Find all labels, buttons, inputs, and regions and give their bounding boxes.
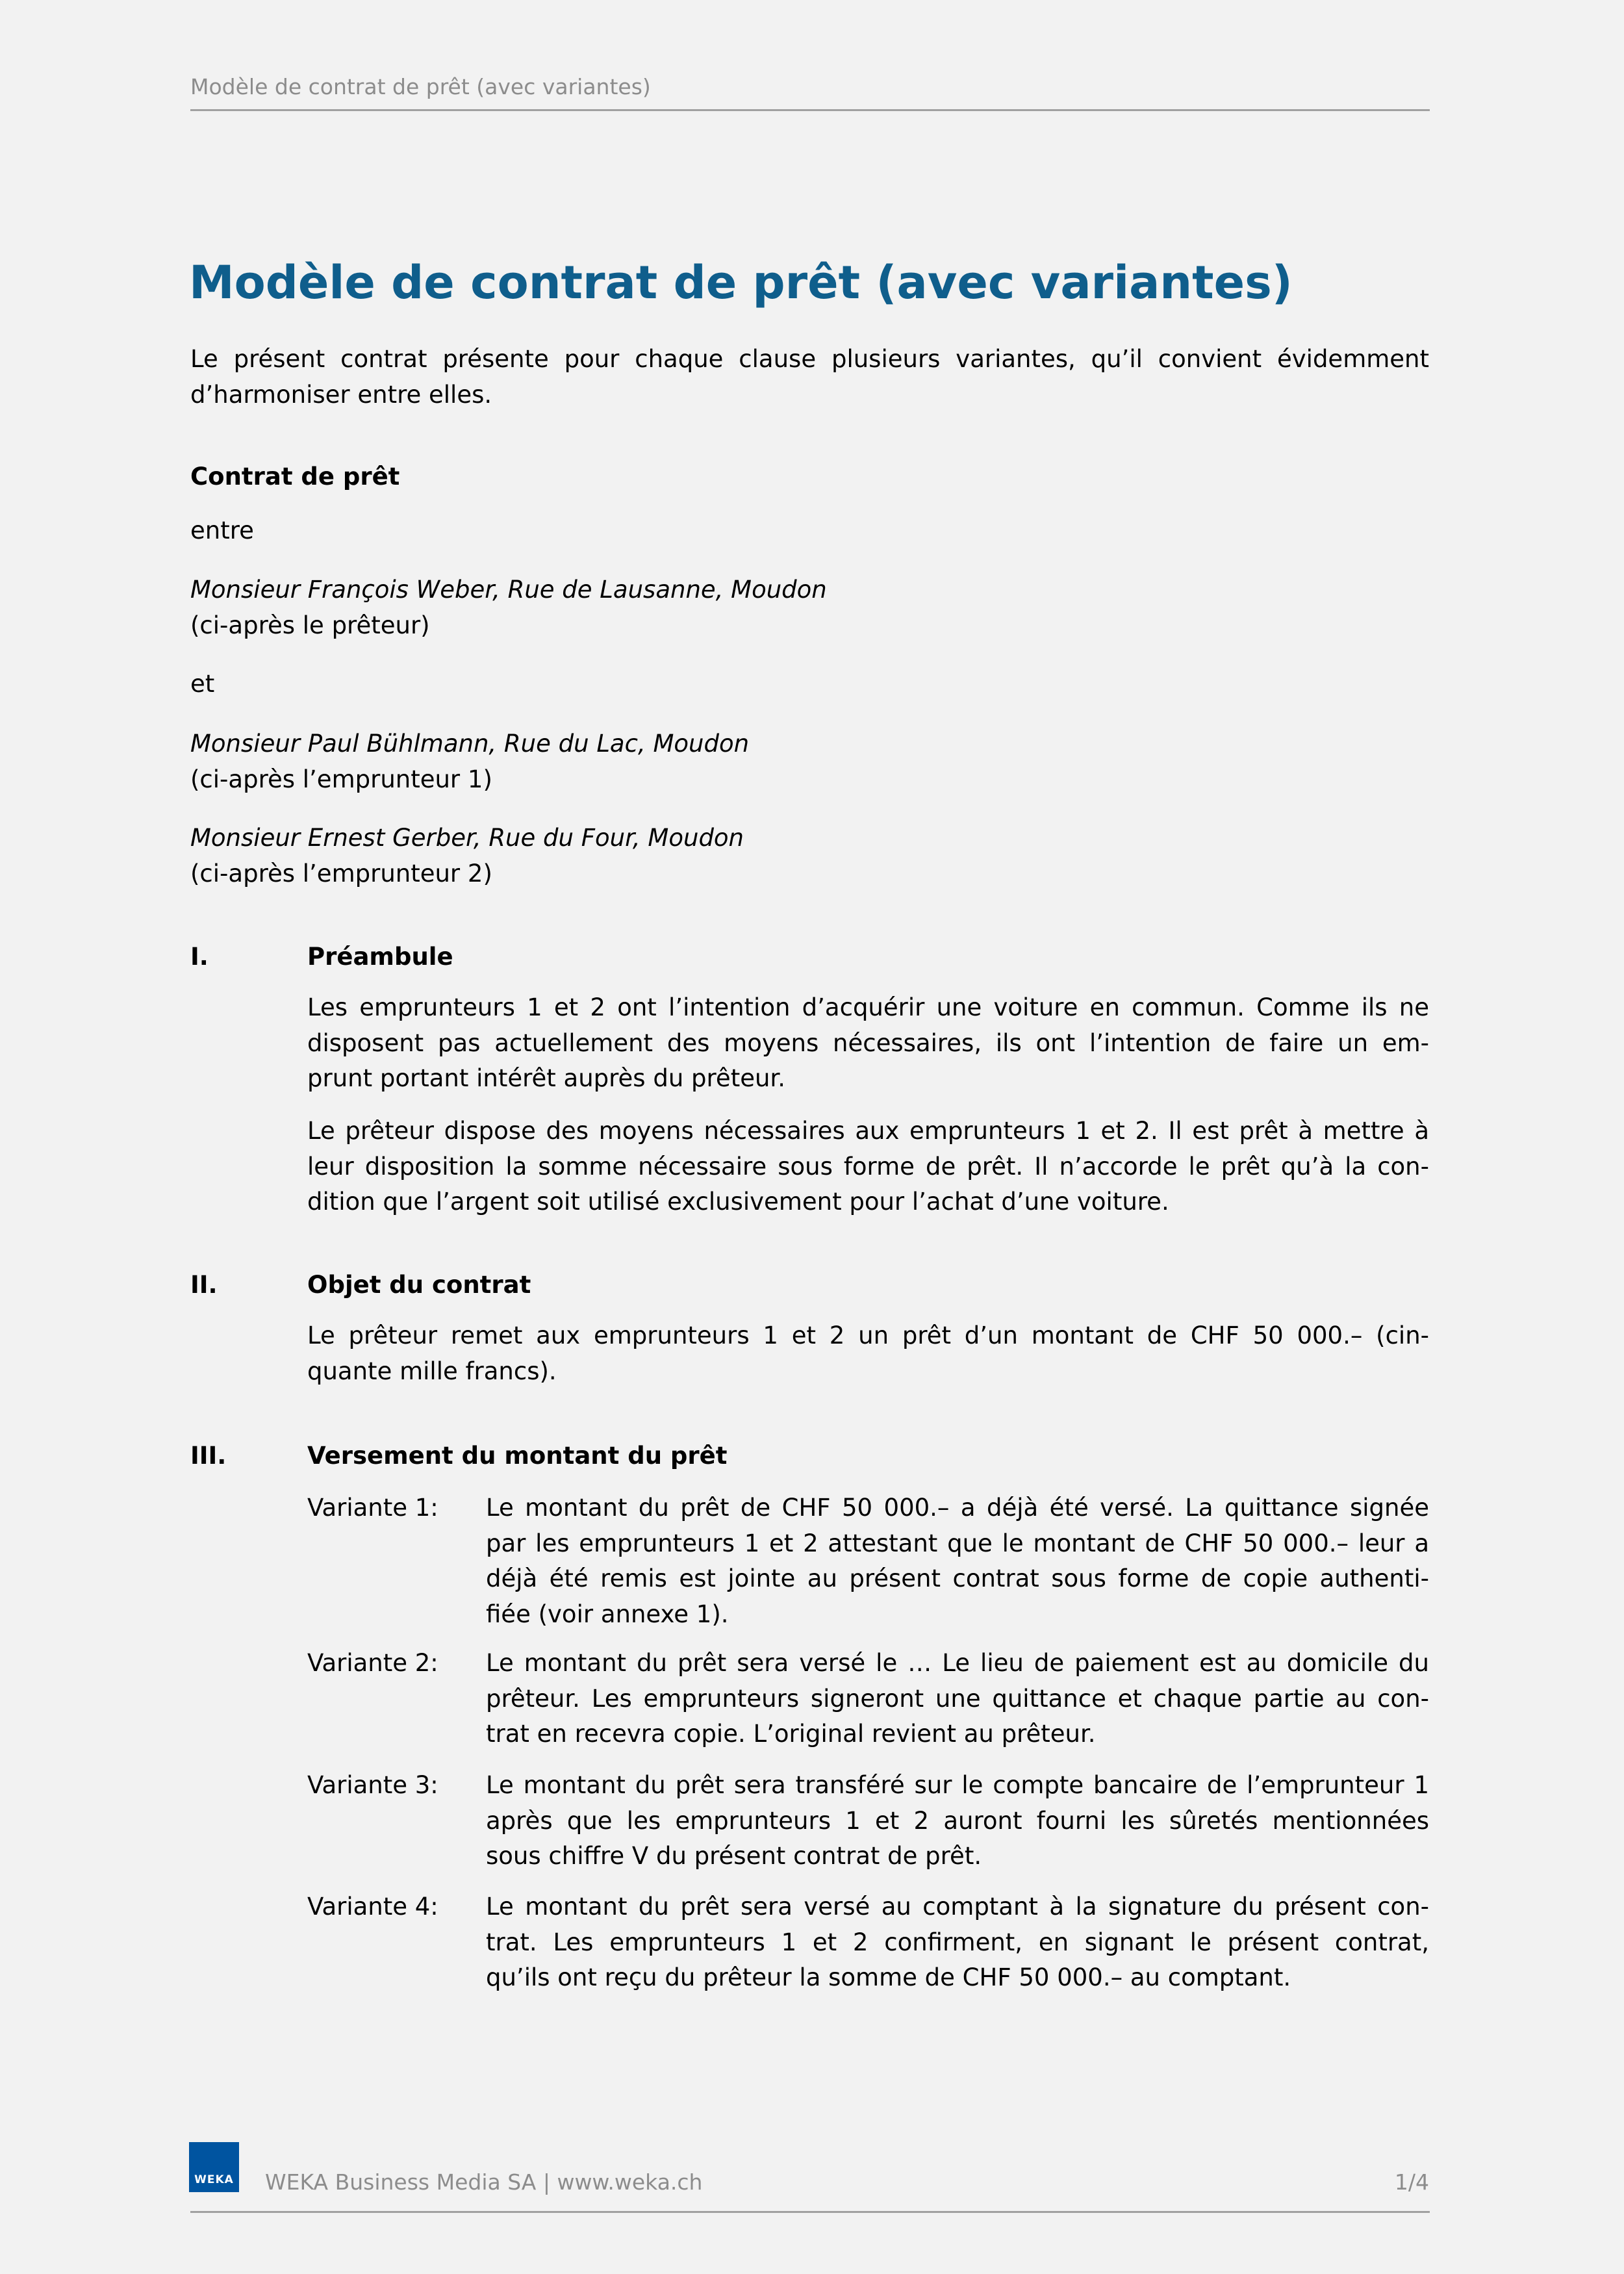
intro-paragraph xyxy=(190,342,1429,413)
party-name: Monsieur Paul Bühlmann, Rue du Lac, Moudon xyxy=(190,730,750,758)
section-title-objet: Objet du contrat xyxy=(307,1271,531,1299)
text-line: trat en recevra copie. L’original revient au prêteur. xyxy=(486,1720,1096,1748)
section-title-versement: Versement du montant du prêt xyxy=(307,1442,728,1470)
section-number: III. xyxy=(190,1442,227,1470)
party-borrower-2 xyxy=(190,821,1429,891)
text-line: prêteur. Les emprunteurs signeront une quittance et chaque partie au con- xyxy=(486,1684,1429,1713)
text-line: qu’ils ont reçu du prêteur la somme de CHF 50 000.– au comptant. xyxy=(486,1963,1291,1991)
weka-logo xyxy=(189,2142,239,2192)
party-lender xyxy=(190,572,1429,643)
text-line: prunt portant intérêt auprès du prêteur. xyxy=(307,1064,785,1092)
text-line: quante mille francs). xyxy=(307,1357,557,1385)
party-borrower-1 xyxy=(190,726,1429,797)
text-line: Le montant du prêt sera versé au comptant à la signature du présent con- xyxy=(486,1893,1429,1921)
text-line: sous chiffre V du présent contrat de prêt. xyxy=(486,1842,982,1870)
text-line: Le prêteur remet aux emprunteurs 1 et 2 un prêt d’un montant de CHF 50 000.– (cin- xyxy=(307,1322,1429,1349)
text-line: Le prêteur dispose des moyens nécessaires aux emprunteurs 1 et 2. Il est prêt à mettre à xyxy=(307,1117,1429,1145)
preambule-paragraph-1 xyxy=(307,990,1429,1097)
between-label: entre xyxy=(190,517,254,544)
section-title-preambule: Préambule xyxy=(307,943,453,971)
variant-1-text xyxy=(486,1490,1429,1632)
text-line: leur disposition la somme nécessaire sous forme de prêt. Il n’accorde le prêt qu’à la con- xyxy=(307,1152,1429,1181)
text-line: déjà été remis est jointe au présent contrat sous forme de copie authenti- xyxy=(486,1565,1429,1592)
weka-logo-text: WEKA xyxy=(194,2173,234,2186)
text-line: dition que l’argent soit utilisé exclusivement pour l’achat d’une voiture. xyxy=(307,1188,1169,1216)
variant-label: Variante 4: xyxy=(307,1893,438,1921)
page-number: 1/4 xyxy=(1394,2169,1429,2195)
text-line: Le montant du prêt sera transféré sur le compte bancaire de l’emprunteur 1 xyxy=(486,1771,1429,1799)
variant-label: Variante 3: xyxy=(307,1771,438,1799)
text-line: Les emprunteurs 1 et 2 ont l’intention d’acquérir une voiture en commun. Comme ils ne xyxy=(307,993,1429,1021)
party-name: Monsieur Ernest Gerber, Rue du Four, Moudon xyxy=(190,824,744,852)
text-line: Le montant du prêt sera versé le … Le lieu de paiement est au domicile du xyxy=(486,1649,1429,1677)
intro-line: Le présent contrat présente pour chaque clause plusieurs variantes, qu’il convient évidemment xyxy=(190,345,1429,373)
party-name: Monsieur François Weber, Rue de Lausanne, Moudon xyxy=(190,576,827,604)
objet-paragraph xyxy=(307,1318,1429,1389)
contract-heading: Contrat de prêt xyxy=(190,463,400,491)
text-line: après que les emprunteurs 1 et 2 auront fourni les sûretés mentionnées xyxy=(486,1806,1429,1835)
party-role: (ci-après l’emprunteur 1) xyxy=(190,765,492,793)
text-line: fiée (voir annexe 1). xyxy=(486,1600,729,1628)
section-number: I. xyxy=(190,943,209,971)
preambule-paragraph-2 xyxy=(307,1114,1429,1220)
text-line: par les emprunteurs 1 et 2 attestant que le montant de CHF 50 000.– leur a xyxy=(486,1529,1429,1557)
running-header: Modèle de contrat de prêt (avec variantes) xyxy=(190,74,651,99)
variant-label: Variante 2: xyxy=(307,1649,438,1677)
text-line: disposent pas actuellement des moyens nécessaires, ils ont l’intention de faire un em- xyxy=(307,1028,1429,1057)
variant-3-text xyxy=(486,1768,1429,1874)
header-divider xyxy=(190,109,1430,111)
variant-label: Variante 1: xyxy=(307,1494,438,1522)
party-role: (ci-après l’emprunteur 2) xyxy=(190,859,492,888)
text-line: Le montant du prêt de CHF 50 000.– a déjà été versé. La quittance signée xyxy=(486,1494,1429,1522)
and-label: et xyxy=(190,670,215,698)
text-line: trat. Les emprunteurs 1 et 2 confirment, en signant le présent contrat, xyxy=(486,1928,1429,1956)
party-role: (ci-après le prêteur) xyxy=(190,611,430,639)
section-number: II. xyxy=(190,1271,218,1299)
variant-4-text xyxy=(486,1889,1429,1996)
intro-line: d’harmoniser entre elles. xyxy=(190,380,492,409)
footer-divider xyxy=(190,2211,1430,2213)
variant-2-text xyxy=(486,1646,1429,1752)
footer-publisher: WEKA Business Media SA | www.weka.ch xyxy=(265,2169,703,2195)
document-title: Modèle de contrat de prêt (avec variantes) xyxy=(189,256,1293,309)
